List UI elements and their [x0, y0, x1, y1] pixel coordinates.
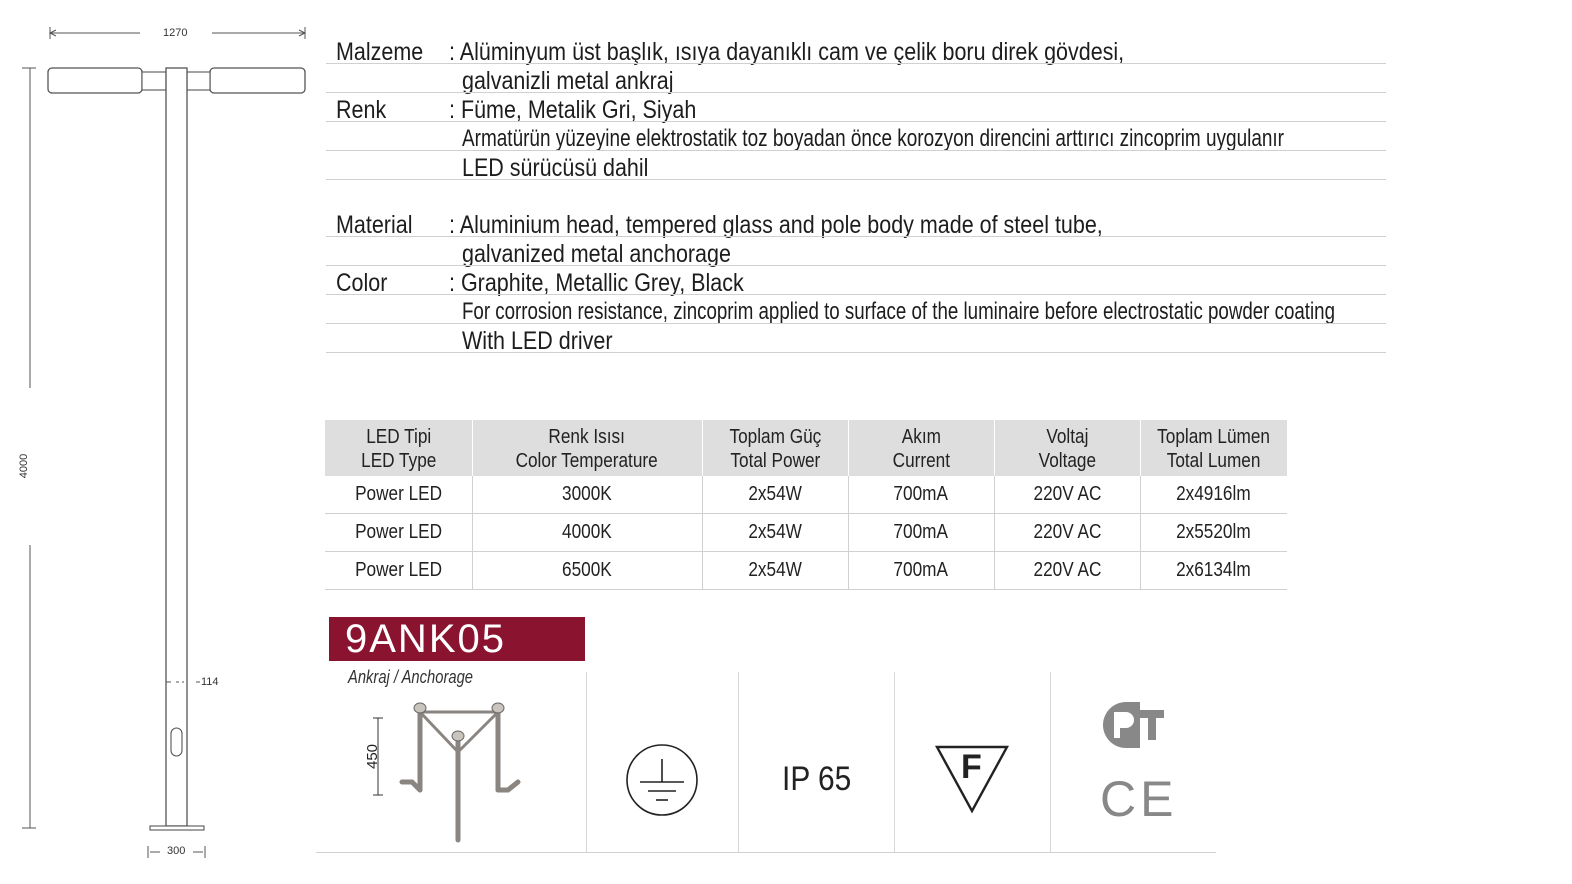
spec-label-renk: Renk — [336, 96, 387, 124]
product-code-badge — [329, 617, 585, 661]
table-cell: 2x6134lm — [1140, 552, 1287, 590]
spec-value-material-2: galvanized metal anchorage — [462, 240, 731, 268]
pole-drawing — [0, 0, 320, 884]
table-cell: 700mA — [848, 476, 994, 514]
header-color-temperature: Renk Isısı Color Temperature — [472, 420, 702, 476]
anchorage-height-label: 450 — [364, 743, 382, 770]
header-voltage: Voltaj Voltage — [994, 420, 1140, 476]
spec-value-material-1: : Aluminium head, tempered glass and pole body made of steel tube, — [449, 211, 1103, 239]
ip-rating: IP 65 — [782, 760, 852, 798]
specs-table — [325, 420, 1287, 590]
anchorage-label: Ankraj / Anchorage — [348, 667, 473, 687]
anchorage-illustration — [340, 690, 560, 850]
table-cell: 4000K — [472, 514, 702, 552]
earth-ground-icon — [624, 742, 700, 818]
table-cell: 700mA — [848, 514, 994, 552]
table-cell: 2x4916lm — [1140, 476, 1287, 514]
table-row — [325, 476, 1287, 514]
table-cell: 220V AC — [994, 552, 1140, 590]
spec-note-tr-2: LED sürücüsü dahil — [462, 154, 649, 182]
table-cell: 6500K — [472, 552, 702, 590]
spec-note-tr-1: Armatürün yüzeyine elektrostatik toz boyadan önce korozyon direncini arttırıcı zincoprim uygulanır — [462, 125, 1284, 152]
table-cell: 2x54W — [702, 514, 848, 552]
spec-value-color: : Graphite, Metallic Grey, Black — [449, 269, 744, 297]
base-dimension-label: 300 — [167, 845, 186, 857]
f-mark-letter: F — [961, 748, 982, 786]
ce-mark: CE — [1100, 771, 1178, 827]
product-code: 9ANK05 — [345, 617, 506, 661]
table-cell: 220V AC — [994, 476, 1140, 514]
header-total-power: Toplam Güç Total Power — [702, 420, 848, 476]
header-led-type: LED Tipi LED Type — [325, 420, 472, 476]
table-cell: 3000K — [472, 476, 702, 514]
table-header-row — [325, 420, 1287, 476]
spec-note-en-1: For corrosion resistance, zincoprim applied to surface of the luminaire before electrostatic powder coating — [462, 298, 1335, 325]
table-cell: Power LED — [325, 514, 472, 552]
table-cell: 700mA — [848, 552, 994, 590]
header-total-lumen: Toplam Lümen Total Lumen — [1140, 420, 1287, 476]
spec-label-color: Color — [336, 269, 388, 297]
table-cell: 220V AC — [994, 514, 1140, 552]
spec-value-renk: : Füme, Metalik Gri, Siyah — [449, 96, 697, 124]
table-cell: 2x54W — [702, 552, 848, 590]
spec-value-malzeme-2: galvanizli metal ankraj — [462, 67, 674, 95]
pct-mark-icon — [1100, 700, 1168, 750]
spec-value-malzeme-1: : Alüminyum üst başlık, ısıya dayanıklı cam ve çelik boru direk gövdesi, — [449, 38, 1125, 66]
spec-note-en-2: With LED driver — [462, 327, 613, 355]
height-dimension-label: 4000 — [18, 453, 31, 479]
width-dimension-label: 1270 — [163, 27, 188, 39]
table-cell: 2x5520lm — [1140, 514, 1287, 552]
table-cell: Power LED — [325, 552, 472, 590]
door-dimension-label: 114 — [201, 676, 219, 688]
table-cell: 2x54W — [702, 476, 848, 514]
spec-label-malzeme: Malzeme — [336, 38, 424, 66]
table-row — [325, 552, 1287, 590]
table-row — [325, 514, 1287, 552]
header-current: Akım Current — [848, 420, 994, 476]
table-cell: Power LED — [325, 476, 472, 514]
spec-label-material: Material — [336, 211, 413, 239]
